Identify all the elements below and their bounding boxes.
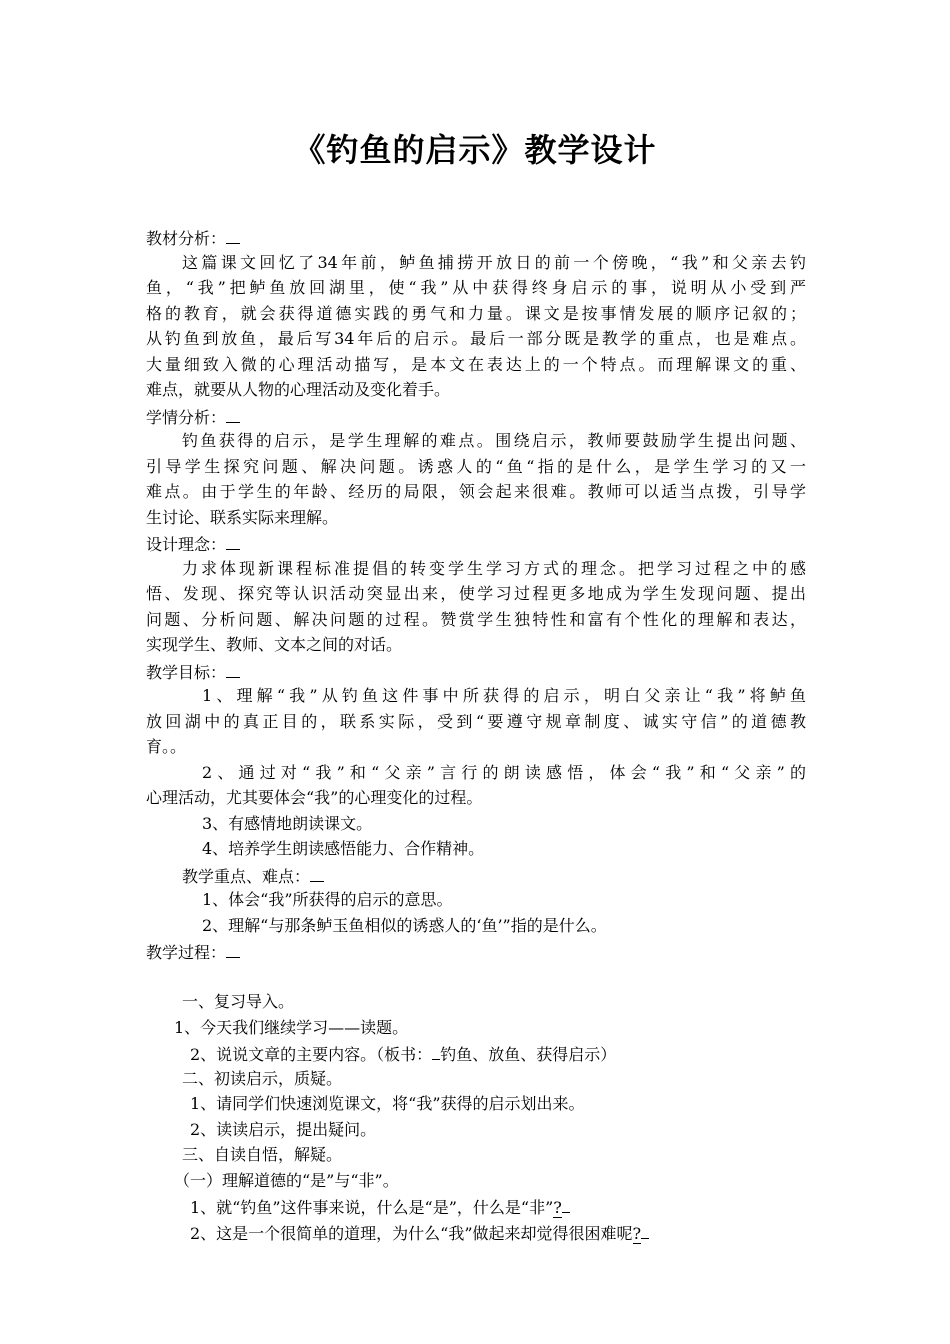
- section-heading-process: 教学过程：: [146, 938, 806, 964]
- section-heading-students: 学情分析：: [146, 403, 806, 429]
- section-heading-goals: 教学目标：: [146, 658, 806, 684]
- paragraph-line: 钓鱼获得的启示，是学生理解的难点。围绕启示，教师要鼓励学生提出问题、: [182, 431, 806, 450]
- question-mark: ?: [553, 1198, 562, 1217]
- process-line: 1、就“钓鱼”这件事来说，什么是“是”，什么是“非”?: [146, 1193, 806, 1219]
- paragraph-line: 这篇课文回忆了34年前，鲈鱼捕捞开放日的前一个傍晚，“我”和父亲去钓: [182, 252, 806, 272]
- process-line: （一）理解道德的“是”与“非”。: [174, 1170, 399, 1190]
- paragraph-line: 大量细致入微的心理活动描写，是本文在表达上的一个特点。而理解课文的重、: [146, 354, 806, 374]
- paragraph-line: 引导学生探究问题、解决问题。诱惑人的“鱼“指的是什么，是学生学习的又一: [146, 456, 806, 476]
- paragraph-line: 问题、分析问题、解决问题的过程。赞赏学生独特性和富有个性化的理解和表达，: [146, 609, 806, 629]
- question-underline: [562, 1193, 570, 1213]
- section-heading-material: 教材分析：: [146, 224, 806, 250]
- paragraph-line: 生讨论、联系实际来理解。: [146, 507, 339, 527]
- paragraph-line: 难点。由于学生的年龄、经历的局限，领会起来很难。教师可以适当点拨，引导学: [146, 482, 806, 501]
- goal-line: 1、理解“我”从钓鱼这件事中所获得的启示，明白父亲让“我”将鲈鱼: [202, 686, 806, 705]
- goal-line: 放回湖中的真正目的，联系实际，受到“要遵守规章制度、诚实守信”的道德教: [146, 711, 806, 731]
- heading-underline: [226, 530, 240, 550]
- paragraph-line: 格的教育，就会获得道德实践的勇气和力量。课文是按事情发展的顺序记叙的；: [146, 303, 806, 323]
- process-line: 2、说说文章的主要内容。（板书： 钓鱼、放鱼、获得启示）: [146, 1040, 806, 1066]
- heading-underline: [226, 658, 240, 678]
- goal-line: 育。。: [146, 737, 187, 756]
- paragraph-line: 实现学生、教师、文本之间的对话。: [146, 635, 403, 654]
- goal-line: 3、有感情地朗读课文。: [202, 813, 373, 833]
- goal-line: 2、通过对“我”和“父亲”言行的朗读感悟，体会“我”和“父亲”的: [202, 762, 806, 782]
- process-line: 三、自读自悟，解疑。: [182, 1145, 343, 1164]
- process-line: 1、请同学们快速浏览课文，将“我”获得的启示划出来。: [190, 1094, 585, 1113]
- paragraph-line: 难点，就要从人物的心理活动及变化着手。: [146, 380, 451, 399]
- goal-line: 心理活动，尤其要体会“我”的心理变化的过程。: [146, 788, 483, 807]
- process-line: 一、复习导入。: [182, 992, 295, 1011]
- document-body: [146, 224, 806, 1244]
- paragraph-line: 从钓鱼到放鱼，最后写34年后的启示。最后一部分既是教学的重点，也是难点。: [146, 329, 806, 348]
- process-line: 2、读读启示，提出疑问。: [190, 1119, 377, 1139]
- keypoint-line: 2、理解“与那条鲈玉鱼相似的诱惑人的‘鱼’”指的是什么。: [202, 915, 607, 935]
- heading-underline: [226, 224, 240, 244]
- keypoint-line: 1、体会“我”所获得的启示的意思。: [202, 890, 453, 909]
- process-line: 2、这是一个很简单的道理，为什么“我”做起来却觉得很困难呢?: [146, 1219, 806, 1245]
- section-heading-keypoints: 教学重点、难点：: [146, 862, 806, 888]
- section-heading-concept: 设计理念：: [146, 530, 806, 556]
- paragraph-line: 鱼，“我”把鲈鱼放回湖里，使“我”从中获得终身启示的事，说明从小受到严: [146, 278, 806, 297]
- blank-line: [146, 964, 806, 990]
- question-mark: ?: [632, 1223, 642, 1243]
- question-underline: [641, 1219, 649, 1239]
- heading-underline: [226, 403, 240, 423]
- paragraph-line: 悟、发现、探究等认识活动突显出来，使学习过程更多地成为学生发现问题、提出: [146, 584, 806, 603]
- paragraph-line: 力求体现新课程标准提倡的转变学生学习方式的理念。把学习过程之中的感: [182, 558, 806, 578]
- heading-underline: [310, 862, 324, 882]
- page-title: 《钓鱼的启示》教学设计: [293, 131, 657, 169]
- process-line: 1、今天我们继续学习——读题。: [174, 1017, 409, 1037]
- process-line: 二、初读启示，质疑。: [182, 1068, 343, 1088]
- heading-underline: [226, 938, 240, 958]
- goal-line: 4、培养学生朗读感悟能力、合作精神。: [202, 839, 485, 858]
- board-note-underline: [432, 1040, 440, 1060]
